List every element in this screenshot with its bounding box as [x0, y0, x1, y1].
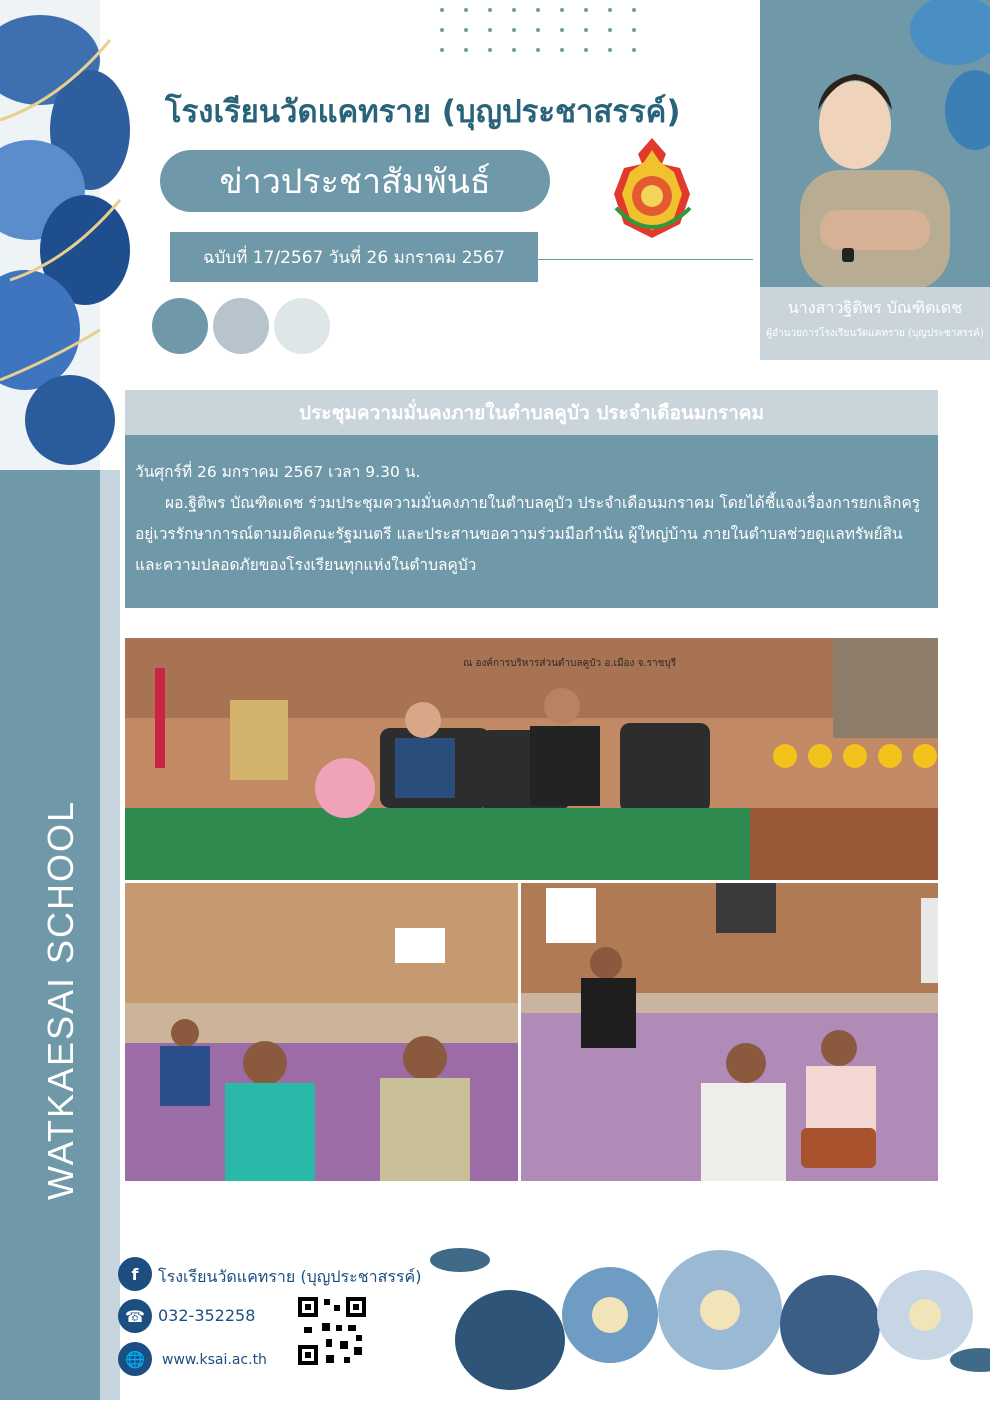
- photo-banner-text: ณ องค์การบริหารส่วนตำบลคูบัว อ.เมือง จ.ราชบุรี: [463, 658, 677, 669]
- floral-decoration-bottom-right: [420, 1220, 990, 1400]
- facebook-icon[interactable]: f: [118, 1257, 152, 1291]
- left-inner-strip: [100, 470, 120, 1400]
- decor-circle-light: [274, 298, 330, 354]
- floral-corner-top-left: [0, 0, 100, 470]
- qr-code[interactable]: [296, 1295, 368, 1367]
- article-headline: ประชุมความมั่นคงภายในตำบลคูบัว ประจำเดือนมกราคม: [125, 390, 938, 435]
- school-emblem-logo: [600, 134, 705, 244]
- meeting-photo-bottom-right: [521, 883, 938, 1181]
- director-position: ผู้อำนวยการโรงเรียนวัดแคทราย (บุญประชาสรรค์): [766, 328, 984, 339]
- article-body: [125, 435, 938, 608]
- issue-date-box: ฉบับที่ 17/2567 วันที่ 26 มกราคม 2567: [170, 232, 538, 282]
- divider-line: [538, 259, 753, 260]
- meeting-photo-bottom-left: [125, 883, 518, 1181]
- school-name-title: โรงเรียนวัดแคทราย (บุญประชาสรรค์): [165, 94, 681, 130]
- phone-icon[interactable]: ☎: [118, 1299, 152, 1333]
- article-date: วันศุกร์ที่ 26 มกราคม 2567 เวลา 9.30 น.: [135, 463, 421, 481]
- globe-icon[interactable]: 🌐: [118, 1342, 152, 1376]
- director-name: นางสาวฐิติพร บัณฑิตเดช: [787, 298, 963, 317]
- news-label-pill: ข่าวประชาสัมพันธ์: [160, 150, 550, 212]
- meeting-photo-top: [125, 638, 938, 880]
- decor-circle-mid: [213, 298, 269, 354]
- vertical-school-label: WATKAESAI SCHOOL: [40, 799, 81, 1200]
- decor-circle-dark: [152, 298, 208, 354]
- article-paragraph: ผอ.ฐิติพร บัณฑิตเดช ร่วมประชุมความมั่นคงภายในตำบลคูบัว ประจำเดือนมกราคม โดยได้ชี้แจงเรื่องการยกเลิกครูอยู่เวรรักษาการณ์ตามมติคณะรัฐมนตรี และประสานขอความร่วมมือกำนัน ผู้ใหญ่บ้าน ภายในตำบลช่วยดูแลทรัพย์สินและความปลอดภัยของโรงเรียนทุกแห่งในตำบลคูบัว: [135, 494, 921, 574]
- facebook-link[interactable]: โรงเรียนวัดแคทราย (บุญประชาสรรค์): [158, 1267, 422, 1286]
- website-link[interactable]: www.ksai.ac.th: [162, 1352, 267, 1368]
- phone-number[interactable]: 032-352258: [158, 1306, 256, 1325]
- decorative-dot-grid: [440, 8, 640, 58]
